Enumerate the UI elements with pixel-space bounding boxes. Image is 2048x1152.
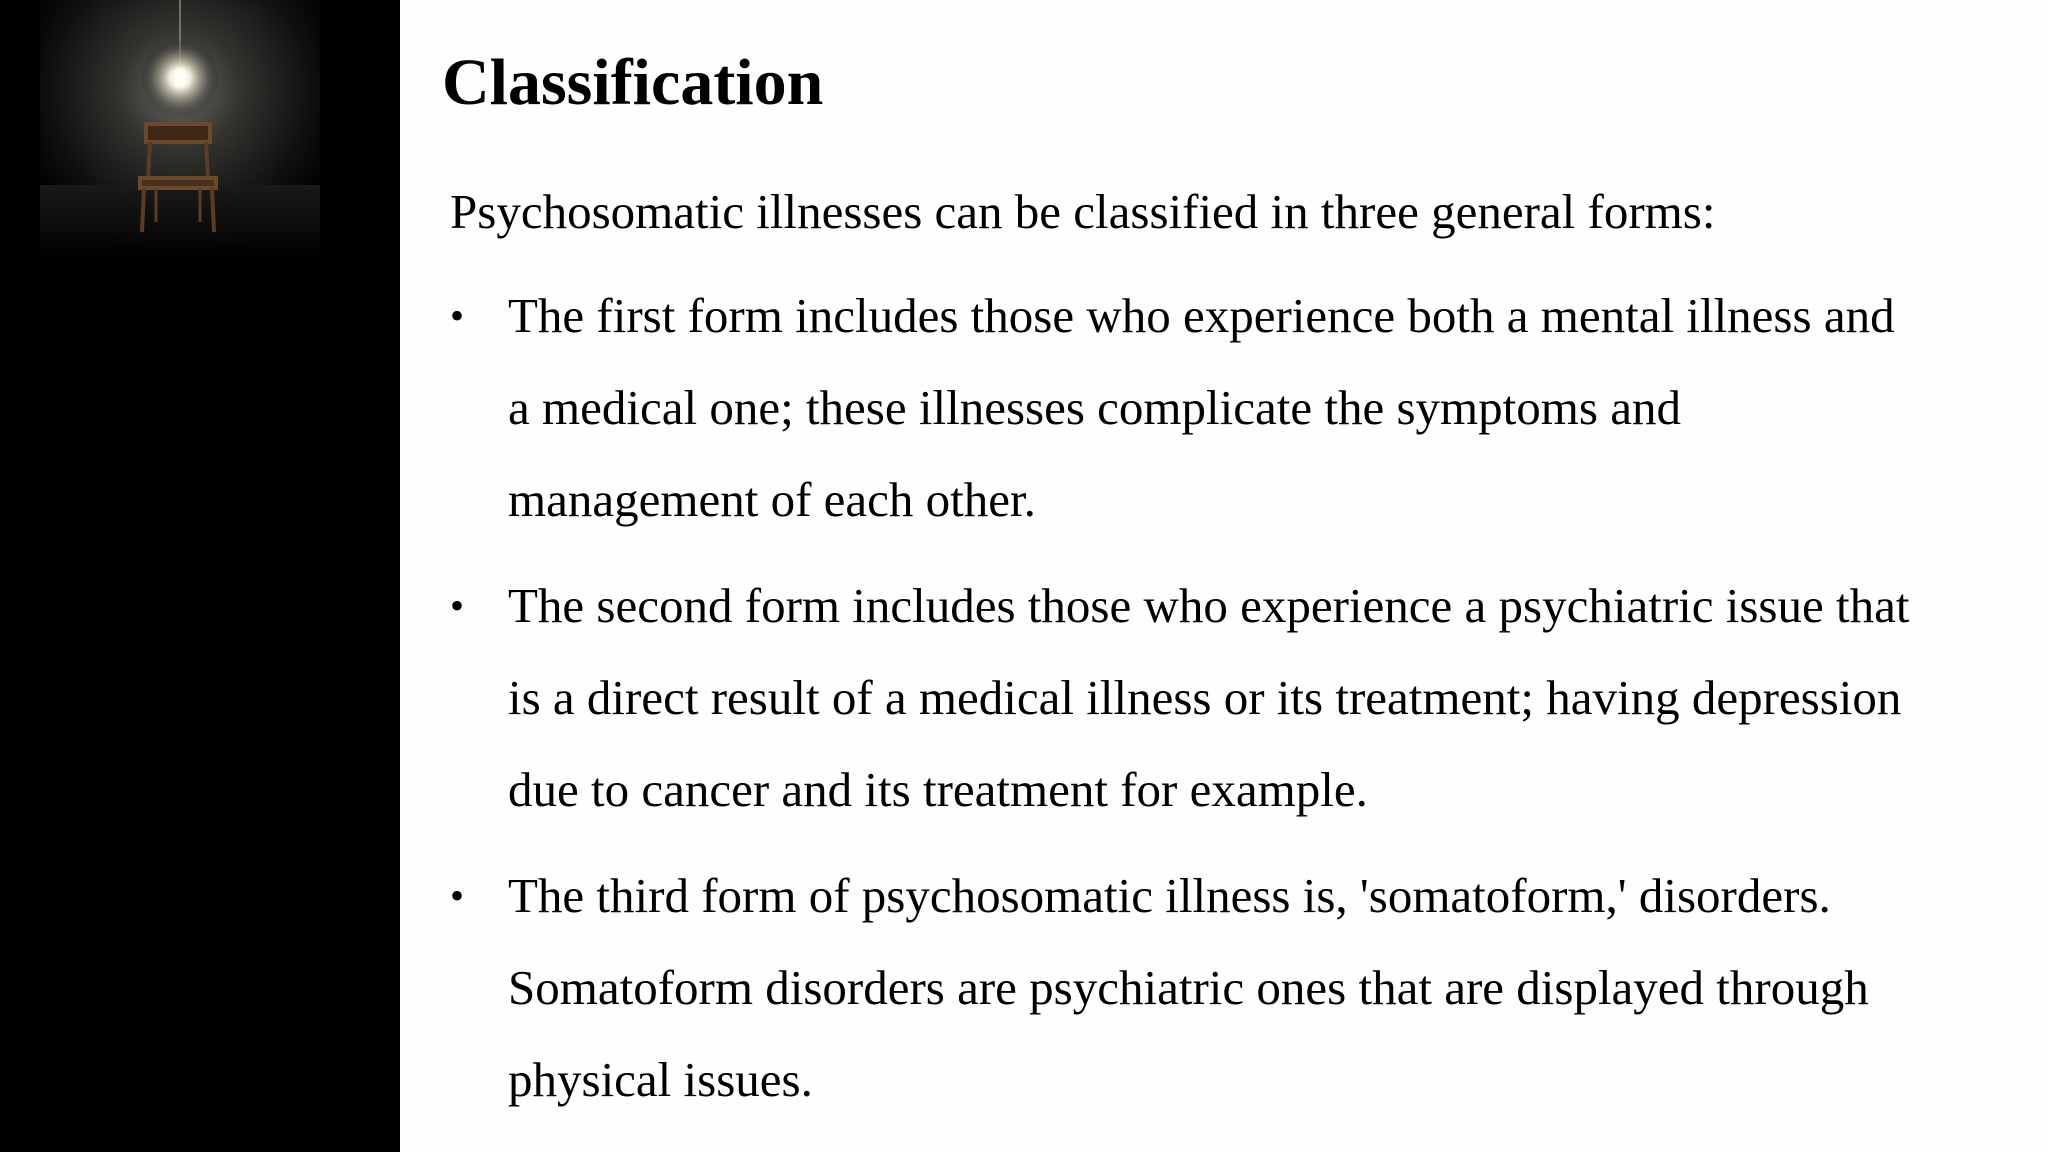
content-panel <box>400 0 2048 1152</box>
bullet-icon: • <box>450 293 465 338</box>
room-floor <box>40 185 320 260</box>
left-dark-panel <box>0 0 400 1152</box>
bullet-line: The first form includes those who experience both a mental illness and <box>508 288 1895 343</box>
bullet-line: due to cancer and its treatment for example. <box>508 762 1368 817</box>
slide-title: Classification <box>442 46 824 119</box>
bullet-list <box>450 270 2010 1140</box>
bullet-icon: • <box>450 583 465 628</box>
bullet-item-third-form <box>450 850 2010 1126</box>
bullet-item-first-form <box>450 270 2010 546</box>
bullet-line: The third form of psychosomatic illness is, 'somatoform,' disorders. <box>508 868 1831 923</box>
bullet-line: The second form includes those who experience a psychiatric issue that <box>508 578 1910 633</box>
bullet-icon: • <box>450 873 465 918</box>
bullet-line: management of each other. <box>508 472 1036 527</box>
lightbulb-chair-illustration <box>0 0 400 260</box>
bullet-line: a medical one; these illnesses complicate the symptoms and <box>508 380 1681 435</box>
bullet-item-second-form <box>450 560 2010 836</box>
bullet-line: physical issues. <box>508 1052 813 1107</box>
lightbulb-icon <box>173 69 187 87</box>
bullet-line: is a direct result of a medical illness or its treatment; having depression <box>508 670 1902 725</box>
intro-text: Psychosomatic illnesses can be classified in three general forms: <box>450 184 1716 239</box>
bullet-line: Somatoform disorders are psychiatric ones that are displayed through <box>508 960 1869 1015</box>
